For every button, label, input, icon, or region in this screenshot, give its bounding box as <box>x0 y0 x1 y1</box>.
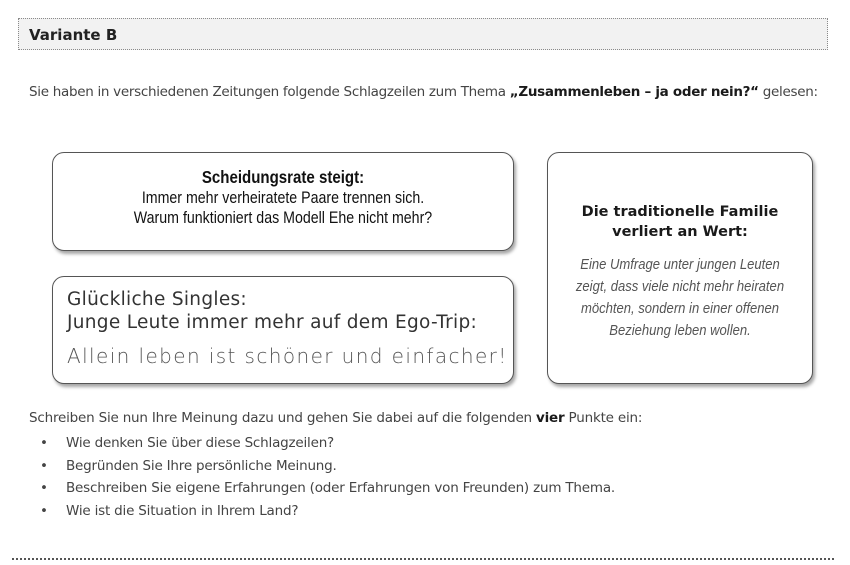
intro-suffix: gelesen: <box>758 84 818 100</box>
headline-singles-line1: Glückliche Singles: <box>67 289 247 310</box>
headline-family-body3: möchten, sondern in einer offenen <box>580 301 780 317</box>
point-text: Wie denken Sie über diese Schlagzeilen? <box>66 435 335 451</box>
headline-divorce-title: Scheidungsrate steigt: <box>201 167 365 187</box>
headline-box-singles <box>52 276 514 384</box>
headline-divorce-line1: Immer mehr verheiratete Paare trennen sich. <box>141 189 425 207</box>
headline-singles-line3: Allein leben ist schöner und einfacher! <box>67 344 508 368</box>
bottom-divider <box>12 558 834 560</box>
bullet-icon: • <box>40 435 48 451</box>
headline-family-body <box>561 254 799 342</box>
variant-title: Variante B <box>29 26 118 44</box>
headline-singles-line2: Junge Leute immer mehr auf dem Ego-Trip: <box>67 312 478 333</box>
bullet-icon: • <box>40 502 48 519</box>
list-item <box>40 432 615 455</box>
headline-family-title1: Die traditionelle Familie <box>581 204 779 220</box>
intro-text <box>29 84 839 100</box>
list-item <box>40 477 615 500</box>
variant-header <box>18 18 828 50</box>
headline-family-title2: verliert an Wert: <box>612 224 748 240</box>
headline-family-body4: Beziehung leben wollen. <box>609 323 751 339</box>
intro-topic: „Zusammenleben – ja oder nein?“ <box>509 84 759 100</box>
point-text: Beschreiben Sie eigene Erfahrungen (oder Erfahrungen von Freunden) zum Thema. <box>66 480 615 496</box>
list-item <box>40 500 615 523</box>
headline-family-body2: zeigt, dass viele nicht mehr heiraten <box>575 279 785 295</box>
intro-prefix: Sie haben in verschiedenen Zeitungen folgende Schlagzeilen zum Thema <box>29 84 510 100</box>
instruction-emphasis: vier <box>536 410 565 426</box>
headline-divorce-line2: Warum funktioniert das Modell Ehe nicht mehr? <box>133 209 433 227</box>
bullet-icon: • <box>40 480 48 496</box>
headline-box-family <box>547 152 813 384</box>
list-item <box>40 455 615 478</box>
instruction-prefix: Schreiben Sie nun Ihre Meinung dazu und gehen Sie dabei auf die folgenden <box>29 410 536 426</box>
bullet-icon: • <box>40 457 48 474</box>
points-list <box>40 432 615 522</box>
point-text: Wie ist die Situation in Ihrem Land? <box>66 502 299 519</box>
point-text: Begründen Sie Ihre persönliche Meinung. <box>66 457 337 474</box>
headline-family-title <box>548 202 812 242</box>
headline-box-divorce <box>52 152 514 251</box>
instruction-text <box>29 410 642 426</box>
instruction-suffix: Punkte ein: <box>564 410 643 426</box>
headline-family-body1: Eine Umfrage unter jungen Leuten <box>580 257 780 273</box>
